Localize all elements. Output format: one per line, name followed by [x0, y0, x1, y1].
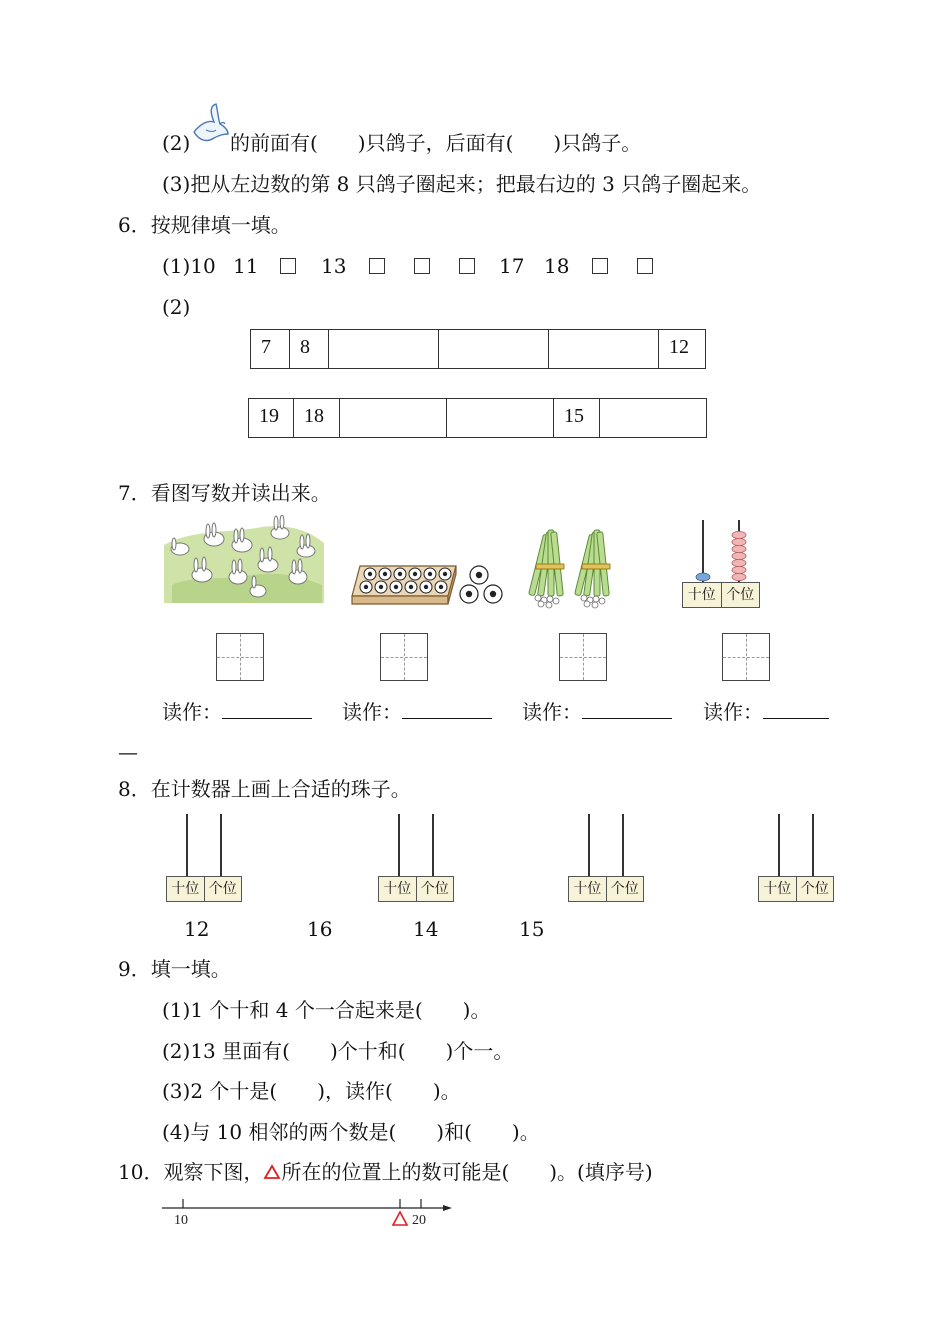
- ones-rod[interactable]: [812, 814, 814, 876]
- read-as-4: [703, 698, 829, 725]
- answer-box[interactable]: [280, 258, 296, 274]
- counter-abacus: [682, 520, 762, 610]
- read-label: 读作：: [522, 700, 582, 724]
- q5-p3-text: (3)把从左边数的第 8 只鸽子圈起来；把最右边的 3 只鸽子圈起来。: [162, 172, 762, 196]
- triangle-icon: [263, 1164, 281, 1180]
- abacus-number: 14: [413, 917, 439, 941]
- answer-cell[interactable]: [600, 399, 707, 438]
- ones-rod[interactable]: [220, 814, 222, 876]
- cell: 19: [249, 399, 294, 438]
- q6-p1-item: 13: [321, 254, 347, 278]
- q10-title-prefix: 10．观察下图，: [118, 1160, 264, 1184]
- number-write-box[interactable]: [559, 633, 607, 681]
- soccer-balls-illustration: [348, 558, 512, 608]
- cell: 7: [251, 330, 290, 369]
- answer-box[interactable]: [414, 258, 430, 274]
- q6-p1-item: 17: [499, 254, 525, 278]
- read-answer-blank[interactable]: [763, 698, 829, 719]
- q9-title: 9．填一填。: [118, 957, 231, 981]
- q9-item-3: (3)2 个十是( )，读作( )。: [162, 1079, 461, 1103]
- read-as-3: [522, 698, 672, 725]
- answer-box[interactable]: [459, 258, 475, 274]
- number-write-box[interactable]: [722, 633, 770, 681]
- abacus-label-ones: 个位: [721, 583, 760, 607]
- abacus-label-ones: 个位: [204, 877, 242, 901]
- q5-p2-prefix: (2): [162, 131, 191, 155]
- q9-item-2: (2)13 里面有( )个十和( )个一。: [162, 1039, 514, 1063]
- read-answer-blank[interactable]: [582, 698, 672, 719]
- tens-rod[interactable]: [186, 814, 188, 876]
- number-write-box[interactable]: [380, 633, 428, 681]
- dove-icon: [188, 102, 230, 150]
- empty-abacus-4[interactable]: [758, 814, 834, 904]
- tick-label-10: 10: [174, 1213, 188, 1228]
- tens-rod[interactable]: [398, 814, 400, 876]
- answer-cell[interactable]: [439, 330, 549, 369]
- number-write-box[interactable]: [216, 633, 264, 681]
- abacus-label-ones: 个位: [796, 877, 834, 901]
- cell: 15: [554, 399, 600, 438]
- abacus-label-tens: 十位: [383, 881, 412, 897]
- ones-rod[interactable]: [622, 814, 624, 876]
- read-as-1: [162, 698, 312, 725]
- q6-p2-label: (2): [162, 295, 191, 319]
- cell: 12: [659, 330, 706, 369]
- rabbits-illustration: [162, 515, 326, 607]
- read-label: 读作：: [703, 700, 763, 724]
- answer-cell[interactable]: [549, 330, 659, 369]
- read-answer-blank[interactable]: [222, 698, 312, 719]
- answer-cell[interactable]: [447, 399, 554, 438]
- empty-abacus-2[interactable]: [378, 814, 454, 904]
- answer-box[interactable]: [369, 258, 385, 274]
- q6-title: 6．按规律填一填。: [118, 213, 291, 237]
- q6-p1-label: (1)10: [162, 254, 216, 278]
- answer-cell[interactable]: [340, 399, 447, 438]
- read-as-2: [342, 698, 492, 725]
- stick-bundles-illustration: [528, 528, 616, 610]
- cell: 8: [290, 330, 329, 369]
- abacus-label-tens: 十位: [171, 881, 200, 897]
- abacus-label-tens: 十位: [573, 881, 602, 897]
- q6-p1-item: 11: [233, 254, 259, 278]
- answer-box[interactable]: [592, 258, 608, 274]
- arrow-icon: [443, 1205, 452, 1211]
- tens-rod[interactable]: [588, 814, 590, 876]
- sequence-table-2: [248, 398, 707, 438]
- beads-icon: [682, 520, 762, 582]
- empty-abacus-3[interactable]: [568, 814, 644, 904]
- sequence-table-1: [250, 329, 706, 369]
- abacus-label-ones: 个位: [416, 877, 454, 901]
- number-line: [160, 1195, 460, 1231]
- triangle-marker-icon: [393, 1212, 407, 1225]
- abacus-label-tens: 十位: [763, 881, 792, 897]
- q10-title: [118, 1159, 653, 1185]
- overflow-dash: —: [118, 740, 138, 764]
- abacus-number: 15: [519, 917, 545, 941]
- q10-title-suffix: 所在的位置上的数可能是( )。(填序号): [281, 1160, 653, 1184]
- q6-p1-item: 18: [544, 254, 570, 278]
- read-label: 读作：: [162, 700, 222, 724]
- q7-title: 7．看图写数并读出来。: [118, 481, 331, 505]
- tens-rod[interactable]: [778, 814, 780, 876]
- abacus-number: 12: [184, 917, 210, 941]
- answer-box[interactable]: [637, 258, 653, 274]
- q5-p2-text: 的前面有( )只鸽子，后面有( )只鸽子。: [230, 131, 642, 155]
- cell: 18: [294, 399, 340, 438]
- read-answer-blank[interactable]: [402, 698, 492, 719]
- answer-cell[interactable]: [329, 330, 439, 369]
- empty-abacus-1[interactable]: [166, 814, 242, 904]
- q9-item-1: (1)1 个十和 4 个一合起来是( )。: [162, 998, 491, 1022]
- tick-label-20: 20: [412, 1213, 426, 1228]
- abacus-label-tens: 十位: [687, 587, 716, 603]
- abacus-label-ones: 个位: [606, 877, 644, 901]
- ones-rod[interactable]: [432, 814, 434, 876]
- abacus-number: 16: [307, 917, 333, 941]
- q9-item-4: (4)与 10 相邻的两个数是( )和( )。: [162, 1120, 540, 1144]
- q8-title: 8．在计数器上画上合适的珠子。: [118, 777, 411, 801]
- read-label: 读作：: [342, 700, 402, 724]
